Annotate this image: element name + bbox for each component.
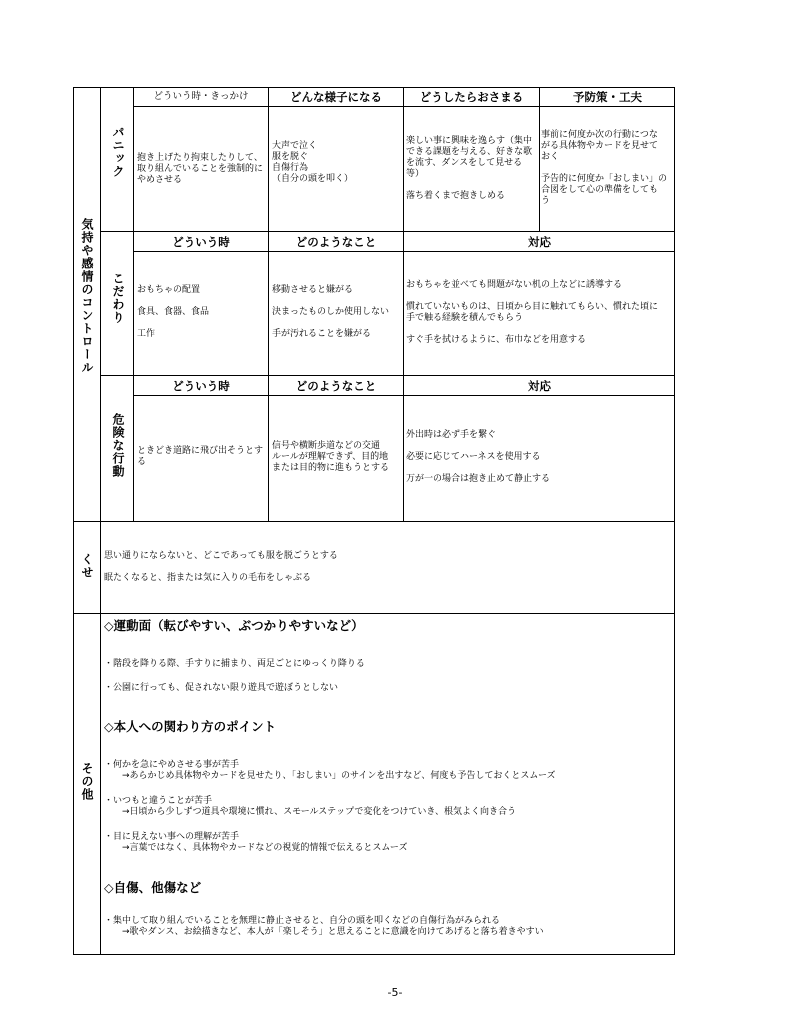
panic-header-state: どんな様子になる <box>290 90 382 104</box>
danger-header-line <box>133 395 675 396</box>
points-item-3: ・目に見えない事への理解が苦手 →言葉ではなく、具体物やカードなどの視覚的情報で伝えるとスムーズ <box>104 832 408 853</box>
danger-cell-what: 信号や横断歩道などの交通 ルールが理解できず、目的地 または目的物に進もうとする <box>272 441 390 473</box>
kuse-line-1: 思い通りにならないと、どこであっても服を脱ごうとする <box>104 551 338 561</box>
kodawari-cell-response: おもちゃを並べても問題がない机の上などに誘導する 慣れていないものは、日頃から目に触れてもらい、慣れた頃に 手で触る経験を積んでもらう すぐ手を拭けるように、布巾などを用意する <box>406 280 659 345</box>
selfharm-heading: ◇自傷、他傷など <box>104 880 202 895</box>
kodawari-cell-what: 移動させると嫌がる 決まったものしか使用しない 手が汚れることを嫌がる <box>272 285 390 339</box>
divider-panic-kodawari <box>100 231 675 232</box>
divider-emotion-kuse <box>73 521 675 522</box>
danger-cell-response: 外出時は必ず手を繋ぐ 必要に応じてハーネスを使用する 万が一の場合は抱き止めて静止する <box>406 430 551 484</box>
motor-item-1: ・階段を降りる際、手すりに捕まり、両足ごとにゆっくり降りる <box>104 659 365 669</box>
selfharm-item-1: ・集中して取り組んでいることを無理に静止させると、自分の頭を叩くなどの自傷行為がみられる →歌やダンス、お絵描きなど、本人が「楽しそう」と思えることに意識を向けてあげると落ち着きやすい <box>104 916 544 937</box>
points-item-1: ・何かを急にやめさせる事が苦手 →あらかじめ具体物やカードを見せたり、「おしまい」のサインを出すなど、何度も予告しておくとスムーズ <box>104 760 556 781</box>
points-heading: ◇本人への関わり方のポイント <box>104 719 277 734</box>
kodawari-label: こだわり <box>111 272 125 324</box>
panic-header-line <box>133 106 675 107</box>
divider-label-column <box>100 87 101 955</box>
panic-cell-calm: 楽しい事に興味を逸らす（集中 できる課題を与える、好きな歌 を流す、ダンスをして見せる 等） 落ち着くまで抱きしめる <box>406 136 533 201</box>
divider-sublabel-column <box>133 87 134 521</box>
motor-heading: ◇運動面（転びやすい、ぶつかりやすいなど） <box>104 618 364 633</box>
divider-kuse-other <box>73 613 675 614</box>
panic-header-trigger: どういう時・きっかけ <box>153 91 249 102</box>
kodawari-header-response: 対応 <box>528 235 551 249</box>
column-divider-3 <box>539 87 540 231</box>
points-item-2: ・いつもと違うことが苦手 →日頃から少しずつ道具や環境に慣れ、スモールステップで変化をつけていき、根気よく向き合う <box>104 796 517 817</box>
danger-header-what: どのようなこと <box>295 379 377 393</box>
column-divider-1 <box>268 87 269 521</box>
danger-header-when: どういう時 <box>172 379 230 393</box>
other-section-label: その他 <box>80 762 94 801</box>
panic-label: パニック <box>111 126 125 178</box>
emotion-section-label: 気持や感情のコントロール <box>80 218 94 374</box>
danger-label: 危険な行動 <box>111 413 125 478</box>
kuse-section-label: くせ <box>80 553 94 579</box>
panic-cell-prevention: 事前に何度か次の行動につな がる具体物やカードを見せて おく 予告的に何度か「おしまい」の 合図をして心の準備をしても う <box>541 130 668 206</box>
kodawari-header-line <box>133 251 675 252</box>
divider-kodawari-danger <box>100 375 675 376</box>
column-divider-2 <box>403 87 404 521</box>
kodawari-header-when: どういう時 <box>172 235 230 249</box>
panic-header-prevention: 予防策・工夫 <box>573 90 642 104</box>
kuse-line-2: 眠たくなると、指または気に入りの毛布をしゃぶる <box>104 573 312 583</box>
panic-cell-trigger: 抱き上げたり拘束したりして、 取り組んでいることを強制的に やめさせる <box>137 153 264 185</box>
page-number: -5- <box>387 986 403 999</box>
kodawari-cell-when: おもちゃの配置 食具、食器、食品 工作 <box>137 285 210 339</box>
panic-cell-state: 大声で泣く 服を脱ぐ 自傷行為 （自分の頭を叩く） <box>272 141 354 184</box>
panic-header-calm: どうしたらおさまる <box>419 90 524 104</box>
danger-header-response: 対応 <box>528 379 551 393</box>
danger-cell-when: ときどき道路に飛び出そうとす る <box>137 446 264 467</box>
motor-item-2: ・公園に行っても、促されない限り遊具で遊ぼうとしない <box>104 683 339 693</box>
kodawari-header-what: どのようなこと <box>295 235 377 249</box>
